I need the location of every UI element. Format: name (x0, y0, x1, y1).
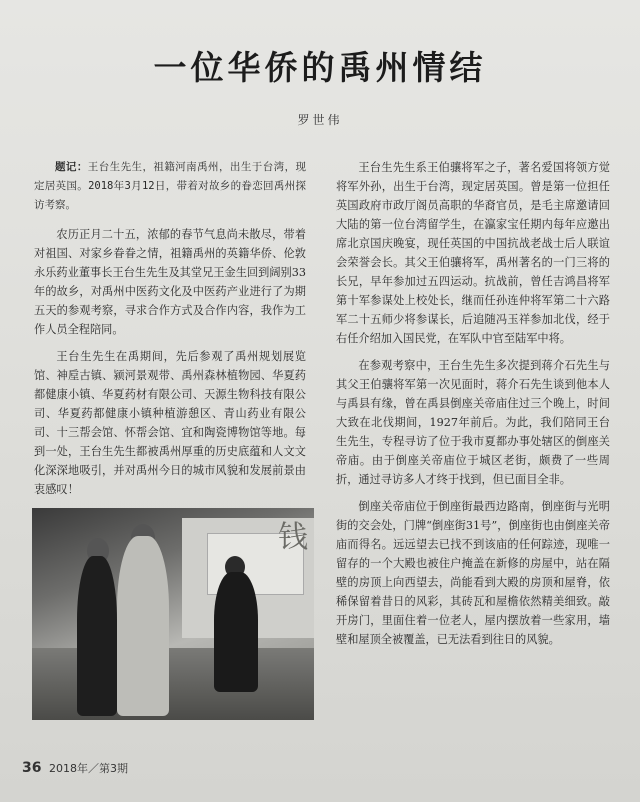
photo-guide-person (214, 572, 258, 692)
left-paragraph-2: 王台生先生在禹期间，先后参观了禹州规划展览馆、神垕古镇、颍河景观带、禹州森林植物园、华夏药都健康小镇、华夏药材有限公司、天源生物科技有限公司、华夏药都健康小镇种植游憩区、青山药业有限公司、十三帮会馆、怀帮会馆、宜和陶瓷博物馆等地。每到一处，王台生先生都被禹州厚重的历史底蕴和人文文化深深地吸引，并对禹州今日的城市风貌和发展前景由衷感叹！ (34, 350, 306, 496)
page-footer (22, 760, 128, 776)
right-column (336, 158, 610, 649)
article-author: 罗世伟 (297, 113, 343, 127)
photo-person (77, 556, 117, 716)
right-paragraph-2: 在参观考察中，王台生先生多次提到蒋介石先生与其父王伯骧将军第一次见面时，蒋介石先生谈到他本人与禹县有缘，曾在禹县倒座关帝庙住过三个晚上，时间大致在北伐期间，1927年前后。为此，我们陪同王台生先生，专程寻访了位于我市夏都办事处辖区的倒座关帝庙。由于倒座关帝庙位于城区老街，颇费了一些周折，通过寻访多人才终于找到，但已面目全非。 (336, 359, 610, 486)
photo-person (117, 536, 169, 716)
page-number: 36 (22, 760, 42, 776)
right-paragraph-1: 王台生先生系王伯骧将军之子，著名爱国将领方觉将军外孙，出生于台湾，现定居英国。曾是第一位担任英国政府市政厅阁员高职的华裔官员，是毛主席邀请回大陆的第一位台湾留学生，在瀛家宝任期内每年应邀出席北京国庆晚宴，现任英国的中国抗战老战士后人联谊会荣誉会长。其父王伯骧将军，禹州著名的一门三将的长兄，早年参加过五四运动。抗战前，曾任吉鸿昌将军第十军参谋处上校处长，继而任孙连仲将军第二十六路军二十五师少将参谋长，后追随冯玉祥参加北伐，经于右任介绍加入国民党，在军队中官至陆军中将。 (336, 161, 610, 345)
left-column (34, 158, 306, 499)
intro-paragraph (34, 158, 306, 215)
intro-text: 王台生先生，祖籍河南禹州，出生于台湾，现定居英国。2018年3月12日，带着对故乡的眷恋回禹州探访考察。 (34, 161, 307, 211)
issue-label: 2018年／第3期 (48, 762, 128, 775)
right-paragraph-3: 倒座关帝庙位于倒座街最西边路南，倒座街与光明街的交会处，门牌“倒座街31号”，倒座街也由倒座关帝庙而得名。远远望去已找不到该庙的任何踪迹，现唯一留存的一个大殿也被住户掩盖在新修的房屋中，站在隔壁的房顶上向西望去，尚能看到大殿的房顶和屋脊，依稀保留着昔日的风彩，其砖瓦和屋檐依然精美细致。敲开房门，里面住着一位老人，屋内摆放着一些家用，墙壁和屋顶全被覆盖，已无法看到往日的风貌。 (336, 500, 610, 646)
photo-calligraphy-sign: 钱 (278, 520, 308, 555)
intro-label: 题记： (55, 161, 88, 173)
article-title: 一位华侨的禹州情结 (153, 48, 487, 87)
left-paragraph-1: 农历正月二十五，浓郁的春节气息尚未散尽，带着对祖国、对家乡眷眷之情，祖籍禹州的英籍华侨、伦敦永乐药业董事长王台生先生及其堂兄王金生回到阔别33年的故乡，对禹州中医药文化及中医药产业进行了为期五天的参观考察，寻求合作方式及合作内容，我作为工作人员全程陪同。 (34, 228, 306, 336)
photo-floor (32, 648, 314, 720)
article-photo (32, 508, 314, 720)
